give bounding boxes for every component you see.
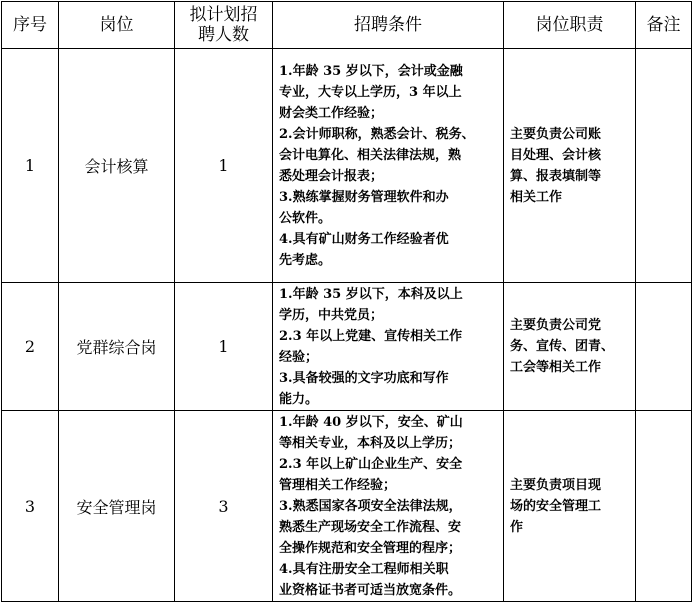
header-duties: 岗位职责 [504,2,636,49]
duty-line: 相关工作 [510,189,563,205]
cell-requirements [273,49,504,283]
requirement-line: 1.年龄 35 岁以下，本科及以上 [279,286,463,302]
requirement-line: 4.具有注册安全工程师相关职 [279,561,449,577]
requirement-line: 3.熟悉国家各项安全法律法规， [279,498,462,514]
header-count-line2: 聘人数 [198,25,249,45]
cell-duties [504,283,636,411]
requirement-line: 经验； [279,349,319,365]
table-row [2,411,692,602]
cell-duties [504,49,636,283]
header-count [175,2,273,49]
requirement-line: 3.熟练掌握财务管理软件和办 [279,189,449,205]
cell-position: 安全管理岗 [59,411,175,602]
requirement-line: 财会类工作经验； [279,105,384,121]
duty-line: 场的安全管理工 [510,498,602,514]
duty-line: 工会等相关工作 [510,360,602,375]
requirement-line: 专业，大专以上学历，3 年以上 [279,84,462,100]
cell-remarks [636,283,692,411]
duty-line: 目处理、会计核 [510,147,602,163]
header-row [2,2,692,49]
cell-no: 2 [2,283,59,411]
cell-position: 会计核算 [59,49,175,283]
cell-remarks [636,411,692,602]
requirement-line: 公软件。 [279,210,332,226]
header-remarks: 备注 [636,2,692,49]
cell-count: 3 [175,411,273,602]
requirement-line: 1.年龄 40 岁以下，安全、矿山 [279,414,463,430]
cell-no: 1 [2,49,59,283]
requirement-line: 2.会计师职称，熟悉会计、税务、 [279,126,475,142]
requirement-line: 管理相关工作经验； [279,477,397,493]
requirement-line: 1.年龄 35 岁以下，会计或金融 [279,63,463,79]
cell-count: 1 [175,49,273,283]
requirement-line: 业资格证书者可适当放宽条件。 [279,582,462,598]
cell-count: 1 [175,283,273,411]
requirement-line: 3.具备较强的文字功底和写作 [279,370,449,386]
table-row [2,49,692,283]
duty-line: 算、报表填制等 [510,168,602,184]
recruitment-table [1,1,692,602]
requirement-line: 学历，中共党员； [279,307,384,323]
requirement-line: 能力。 [279,391,319,407]
requirement-line: 2.3 年以上矿山企业生产、安全 [279,456,463,472]
duty-line: 主要负责项目现 [510,477,602,493]
requirement-line: 等相关专业，本科及以上学历； [279,435,462,451]
requirement-line: 先考虑。 [279,252,332,268]
cell-duties [504,411,636,602]
duty-line: 主要负责公司党 [510,318,602,333]
table-row [2,283,692,411]
requirement-line: 2.3 年以上党建、宣传相关工作 [279,328,463,344]
requirement-line: 会计电算化、相关法律法规，熟 [279,147,462,163]
duty-line: 作 [510,519,524,535]
header-requirements: 招聘条件 [273,2,504,49]
requirement-line: 全操作规范和安全管理的程序； [279,540,462,556]
cell-position: 党群综合岗 [59,283,175,411]
cell-requirements [273,283,504,411]
requirement-line: 熟悉生产现场安全工作流程、安 [279,519,462,535]
duty-line: 主要负责公司账 [510,126,602,142]
cell-requirements [273,411,504,602]
requirement-line: 悉处理会计报表； [279,168,384,184]
requirement-line: 4.具有矿山财务工作经验者优 [279,231,449,247]
duty-line: 务、宣传、团青、 [510,339,615,354]
cell-remarks [636,49,692,283]
header-count-line1: 拟计划招 [189,5,258,25]
header-position: 岗位 [59,2,175,49]
header-no: 序号 [2,2,59,49]
cell-no: 3 [2,411,59,602]
